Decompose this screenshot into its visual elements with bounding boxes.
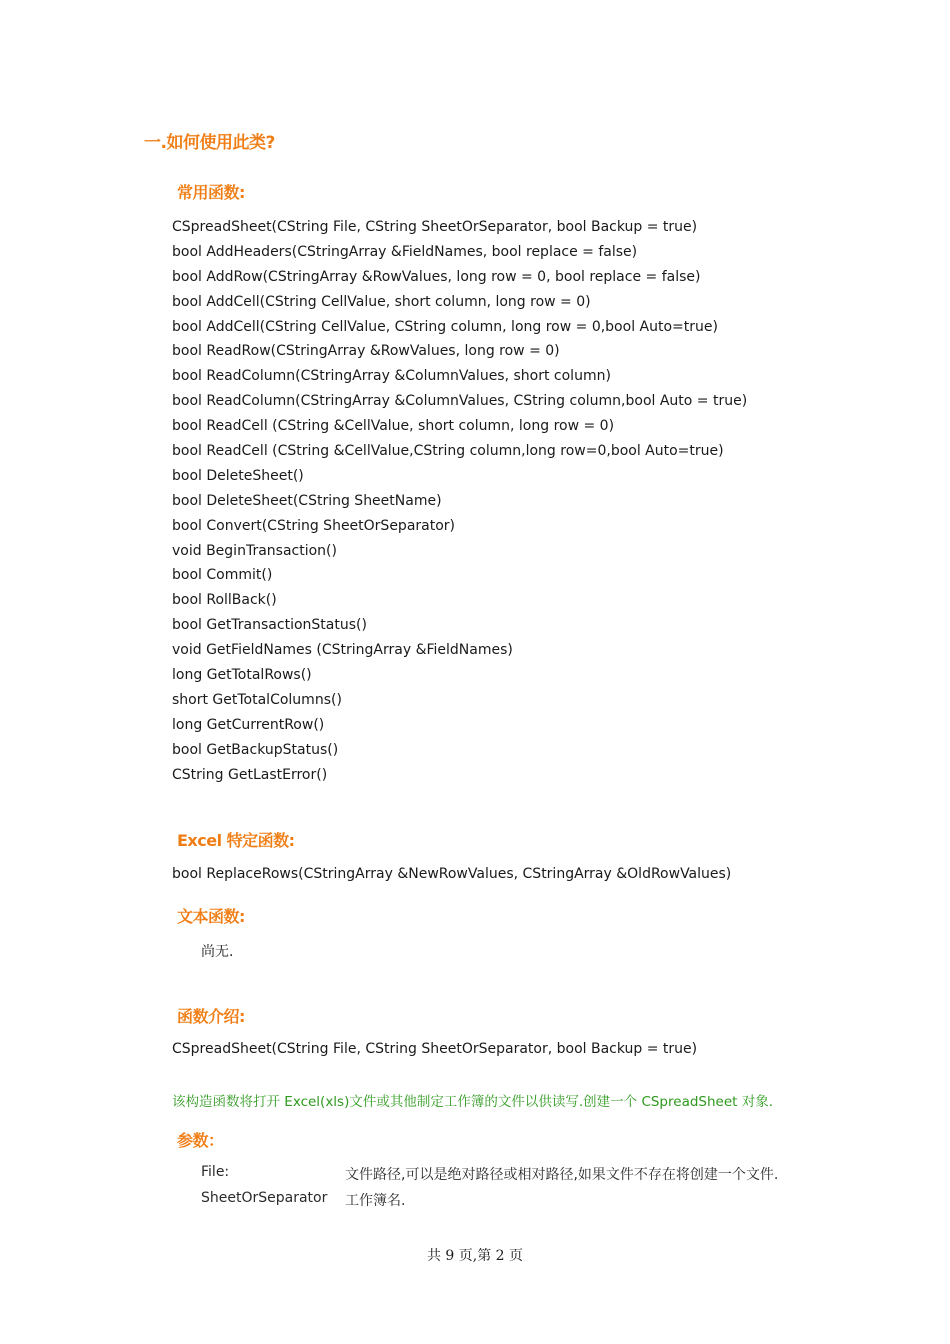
- function-signature: bool DeleteSheet(CString SheetName): [172, 492, 442, 509]
- param-name: SheetOrSeparator: [201, 1190, 328, 1206]
- function-signature: bool ReadColumn(CStringArray &ColumnValues, short column): [172, 368, 611, 385]
- function-signature: CSpreadSheet(CString File, CString SheetOrSeparator, bool Backup = true): [172, 219, 698, 235]
- param-description: 文件路径,可以是绝对路径或相对路径,如果文件不存在将创建一个文件.: [345, 1167, 779, 1183]
- function-intro-heading: 函数介绍:: [177, 1007, 245, 1026]
- function-signature: CString GetLastError(): [172, 766, 328, 783]
- function-signature: bool AddHeaders(CStringArray &FieldNames, bool replace = false): [172, 243, 638, 260]
- function-signature: bool DeleteSheet(): [172, 467, 304, 484]
- function-signature: bool GetBackupStatus(): [172, 741, 339, 758]
- function-signature: bool RollBack(): [172, 592, 277, 609]
- common-functions-list: [172, 215, 747, 787]
- function-signature: short GetTotalColumns(): [172, 691, 342, 708]
- function-signature: bool AddCell(CString CellValue, CString column, long row = 0,bool Auto=true): [172, 318, 718, 335]
- function-signature: bool ReadCell (CString &CellValue, short column, long row = 0): [172, 418, 615, 435]
- excel-functions-heading: Excel 特定函数:: [177, 831, 295, 850]
- function-signature: long GetCurrentRow(): [172, 716, 325, 733]
- common-functions-heading: 常用函数:: [177, 183, 245, 202]
- param-description: 工作簿名.: [345, 1193, 406, 1209]
- text-functions-note: 尚无.: [201, 944, 234, 960]
- function-signature: bool ReadCell (CString &CellValue,CString column,long row=0,bool Auto=true): [172, 443, 724, 460]
- param-name: File:: [201, 1164, 230, 1180]
- page-footer: 共 9 页,第 2 页: [426, 1248, 524, 1264]
- function-signature: bool ReadRow(CStringArray &RowValues, long row = 0): [172, 343, 560, 360]
- function-signature: bool AddRow(CStringArray &RowValues, long row = 0, bool replace = false): [172, 268, 701, 285]
- section-title: 一.如何使用此类?: [144, 133, 275, 153]
- function-signature: bool AddCell(CString CellValue, short column, long row = 0): [172, 293, 591, 310]
- function-signature: bool ReadColumn(CStringArray &ColumnValues, CString column,bool Auto = true): [172, 393, 748, 410]
- excel-function-signature: bool ReplaceRows(CStringArray &NewRowValues, CStringArray &OldRowValues): [172, 866, 732, 882]
- function-signature: long GetTotalRows(): [172, 667, 312, 684]
- function-signature: void BeginTransaction(): [172, 542, 337, 559]
- function-signature: bool Convert(CString SheetOrSeparator): [172, 517, 456, 534]
- function-signature: void GetFieldNames (CStringArray &FieldNames): [172, 642, 513, 659]
- text-functions-heading: 文本函数:: [177, 907, 245, 926]
- function-signature: bool Commit(): [172, 567, 273, 584]
- function-signature: bool GetTransactionStatus(): [172, 617, 367, 634]
- intro-description: 该构造函数将打开 Excel(xls)文件或其他制定工作簿的文件以供读写.创建一个 CSpreadSheet 对象.: [172, 1094, 774, 1110]
- parameters-heading: 参数：: [177, 1131, 224, 1150]
- intro-signature: CSpreadSheet(CString File, CString SheetOrSeparator, bool Backup = true): [172, 1041, 698, 1057]
